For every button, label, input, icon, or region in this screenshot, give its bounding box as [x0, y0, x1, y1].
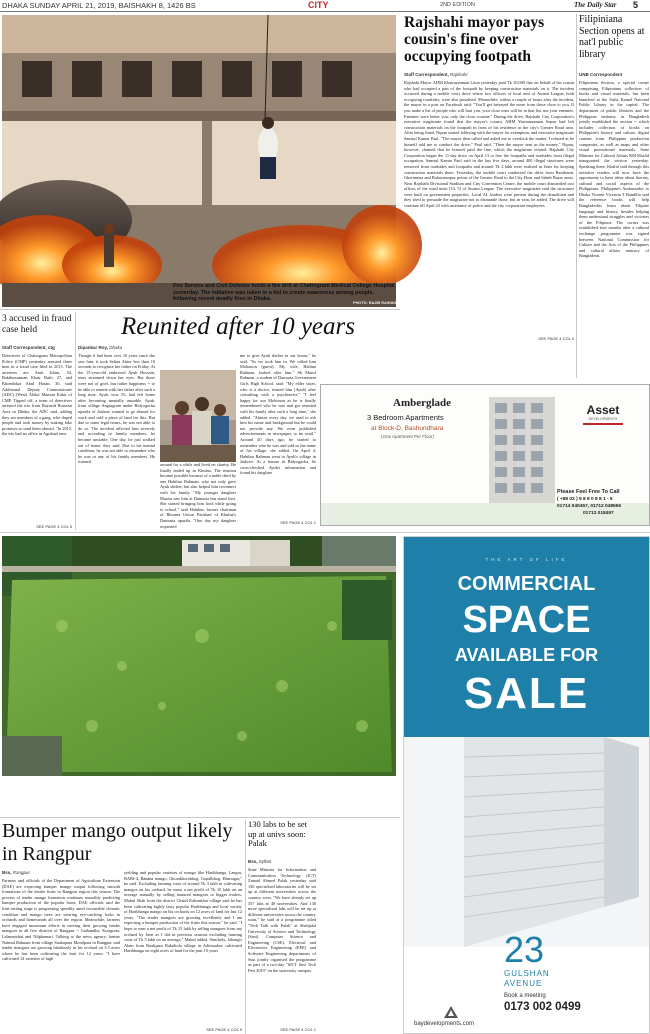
reunited-byline-name: Dipankar Roy, [78, 345, 108, 350]
commercial-ad-line1: COMMERCIAL [457, 573, 596, 595]
commercial-ad-tower [404, 737, 649, 947]
mango-byline [2, 870, 122, 876]
amberglade-cta: Please Feel Free To Call [557, 489, 620, 495]
section-rule [0, 309, 400, 310]
masthead [0, 0, 650, 12]
amberglade-phone2: 01714 040457, 01712 048556 [557, 504, 622, 509]
commercial-ad-banner [404, 537, 649, 737]
mango-headline: Bumper mango output likely in Rangpur [2, 820, 233, 865]
pond-image [2, 536, 396, 776]
reunited-col3: me to give Ayub shelter in our house," he said. "So we took him in. We called him Mohonon (guest). My wife, Halima Rahman, looked after him." Sk Maruf Rahman, a student of Dumuria Government Girls High School, said: "My elder sister, who is a doctor, treated him [Ayub] after consulting with a psychiatrist." "I feel happy for our Mohonon as he is finally remembered who he was and got reunited with his family after such a long time," she added. "Almost every day, we used to ask him his name and background but he could not provide any. We even published advertisements in newspaper, to no avail." Around 20 days ago, he started to remember who he was and told us the name of his village, she added. On April 4, Habibur Rahman went to Ayub's village in Jashore. At a bazaar in Bidyogacha, he cross-checked Ayub's information and found his daughter [240, 353, 316, 476]
reunited-headline: Reunited after 10 years [121, 313, 355, 340]
commercial-ad-phone: 0173 002 0499 [504, 1001, 581, 1013]
section-title: CITY [308, 0, 329, 10]
palak-jump: SEE PAGE 4 COL 1 [280, 1027, 316, 1032]
rajshahi-byline-name: Staff Correspondent, [404, 72, 449, 77]
bay-logo-icon [444, 1005, 458, 1017]
pond-caption [2, 780, 396, 808]
commercial-ad-line4: SALE [463, 669, 590, 718]
amberglade-line1: 3 Bedroom Apartments [367, 413, 444, 422]
edition-date: DHAKA SUNDAY APRIL 21, 2019, BAISHAKH 8, 1426 BS [2, 1, 196, 10]
commercial-ad-street2: AVENUE [504, 979, 543, 988]
commercial-ad-website: baydevelopments.com [414, 1021, 475, 1027]
rajshahi-byline-place: Rajshahi [450, 72, 468, 77]
fraud-body: Detectives of Chattogram Metropolitan Police (CMP) yesterday arrested three men in a fraud case filed in 2015. The arrestees are Amit Islam, 34, Bakibuzzaman Khair Rubi, 27, and Khondokar Abul Hasan, 30, said Additional Deputy Commissioner (ADC) (West) Abdul Mamun Kabir of CMP. Tipped off, a team of detectives arrested the trio from Bayazid Bostami Area in Dhaka, the ADC said, adding they are members of a gang, who duped people and took money by staking fake promises to send them abroad. "In 2015, the trio had an office in Agrabad area. [2, 353, 72, 437]
section-rule [0, 817, 400, 818]
commercial-ad-tagline: THE ART OF LIFE [485, 557, 568, 562]
commercial-ad-number: 23 [504, 929, 545, 970]
section-rule [0, 532, 650, 533]
page-number: 5 [633, 0, 639, 10]
amberglade-phone3: 01713 018497 [583, 511, 614, 516]
mango-byline-name: Bss, [2, 870, 12, 875]
rajshahi-headline: Rajshahi mayor pays cousin's fine over occupying footpath [404, 14, 545, 65]
column-rule [75, 312, 76, 530]
fire-drill-caption: Fire Service and Civil Defence holds a fire drill at Chattogram Medical College Hospital yesterday. The initiative was taken in a bid to create awareness among people, following recent deadly fires in Dhaka. [173, 283, 395, 303]
fire-drill-image [2, 15, 396, 307]
commercial-ad-line3: AVAILABLE FOR [454, 645, 599, 665]
amberglade-brand: Amberglade [393, 397, 452, 409]
fire-drill-photo-credit: PHOTO: RAJIB RAIHAN [353, 301, 396, 305]
palak-byline-name: Bss, [248, 859, 258, 864]
amberglade-line3: (One Apartment Per Floor) [381, 434, 435, 439]
rajshahi-body: Rajshahi Mayor AHM Khairuzzaman Liton yesterday paid Tk 10,000 fine on behalf of his cousin who had occupied a part of the footpath by keeping construction materials on it. The incident occurred during a mobile court drive where two officers of local unit of Awami League, both occupying roadsides, were also penalised. Meanwhile, within a couple of hours after the incident, the mayor in a post on Facebook said: "You'll get betrayed the more from those close to you. If you make a list of people who will hurt you, your close ones will be in that list, not your enemies. Enemies were better you; only the close cousins." During the drive, Rajshahi City Corporation's executive magistrate found that the mayor's cousin, AHM Yasinuzzaman Sepon had left construction materials on the footpath in front of his residence in the city's Greater Road area. After being fined, Nipun started lobbying with the mayor for exemption, and executive magistrate Samsul Kamar Paul. "The mayor then called and asked me to overlook the matter. I refused as he himself told me to conduct the drive," Paul said. "Then the mayor sent us the money." Nipun, however, claimed that he himself paid the fine, which the magistrate refuted. Rajshahi City Corporation began the 11-day drive on April 13 to free the footpaths and roadsides from illegal occupation. Samsul Kamar Paul said in the last five days, around 400 illegal structures were removed from roadsides and footpaths and around Tk 2 lakh were realised as fines for keeping construction materials there. Yesterday, the mobile court conducted the drive from Ranibazar, Ghoramara and Bohoramopur points of the Greater Road to the City Hour and Saheb Bazar areas. Near Rajshahi Divisional Stadium and City Convention Centre, the mobile court dismantled two offices of the ward units [14, 5] of Awami League. The executive magistrate said the structures were built on government properties. Local AL leaders were present during the demolition and they tried to persuade the magistrate not to dismantle those, but in vain, he added. The drive will continue till April 23 with assistance of police and the city corporation employees. [404, 80, 574, 209]
palak-headline: 130 labs to be set up at univs soon: Palak [248, 819, 308, 848]
rajshahi-byline [404, 72, 574, 78]
commercial-ad-book: Book a meeting [504, 993, 546, 999]
amberglade-phone1: ( +88 02 ) 9 8 8 0 8 8 1 - 5 [557, 497, 613, 502]
fraud-byline: Staff Correspondent, ctg [2, 345, 55, 350]
reunited-jump: SEE PAGE 4 COL 1 [280, 520, 316, 525]
pond-photo-credit [320, 810, 396, 816]
reunited-byline-place: Dhaka [109, 345, 123, 350]
filipiniana-byline: UNB Correspondent [579, 72, 623, 77]
edition-label: 2ND EDITION [440, 2, 475, 8]
amberglade-line2: at Block-D, Bashundhara [371, 425, 444, 432]
commercial-space-ad [403, 536, 650, 1034]
column-rule [245, 820, 246, 1034]
commercial-ad-line2: SPACE [462, 599, 591, 641]
mango-col2: yielding and popular varieties of mango like Haribhanga, Langra, BARI-4, Banana mango, Ghorakhorabhog, Gopalbhog, Himsagar," he said. Excluding farming costs of around Tk 3 lakh in cultivating mangos on his orchard, he earns a net profit of Tk 10 lakh on an average annually by selling matured mangoes to bigger traders. Mabul Shah from the district Chand Kalinakhai village said he has been cultivating highly tasty popular Haribhanga and local variety of Haribhanga mango on his orchards on 12 acres of land for last 12 years. "The tender mangoes are growing excellently and I am expecting a bumper production of the fruits this season," he said. "I hope to earn a net profit of Tk 15 lakh by selling mangoes from my orchard by June as I did in previous seasons excluding farming costs of Tk 5 lakh on an average," Mabul added. Similarly, Jahangir Alam from Boalipara Bakultola village in Aditmarbor cultivated Haribhanga on eight acres of land for the past 10 years [124, 870, 242, 954]
mango-byline-place: Rangpur [12, 870, 31, 875]
fire-drill-photo [2, 15, 396, 307]
reunited-col1: Though it had been over 10 years since she saw him, it took Selina Akter less than 10 seconds to recognise her father on Friday. At the 15-year-old embraced Ayub Hossain, tears streamed down her eyes. But those were not of grief, but rather happiness -- to be able to reunite with her father after such a long time. Ayub, now 55, had left home after becoming mentally unstable. Ayub, from village Angurgram under Bidyogacha upazila of Jashore wanted to go abroad for work and sold a piece of land for this. But due to some legal issues, he was not able to do so. The incident affected him severely and according to family members, he became unstable. One day, he just walked out of home, they said. Due to his mental condition, he was not able to remember who he was or any of his family members. He roamed [78, 353, 155, 465]
palak-byline [248, 859, 316, 865]
palak-body: State Minister for Information and Communication Technology (ICT) Zunaid Ahmed Palak yesterday said 130 specialised laboratories will be set up at different universities across the country soon. "We have already set up 357 labs at 40 universities. And 130 more specialised labs will be set up at different universities across the country soon," he said at a programme titled "Tech Talk with Palak" at Shahjalal University of Science and Technology (Sust). Computer Science and Engineering (CSE), Electrical and Electronics Engineering (EEE) and Software Engineering departments of Sust jointly organised the programme as part of a two-day "SICT Sust Tech Fest 2019" on the university campus. [248, 867, 316, 973]
paper-name: The Daily Star [574, 1, 617, 9]
rajshahi-jump: SEE PAGE 4 COL 3 [538, 336, 574, 341]
fraud-jump: SEE PAGE 4 COL 5 [36, 524, 72, 529]
filipiniana-body: Filipiniana Section, a special corner comprising Filipiniana collection of books and visual materials, has been launched at the Sufia Kamal National Public Library in the capital. The department of public libraries and the Philippine embassy in Bangladesh jointly established the section -- which includes collection of books on Philippine's history and culture, digital content from Philippine production companies, as well as maps and other visual promotional materials. State Minister for Cultural Affairs KM Khalid inaugurated the section yesterday. Speaking there, Khalid said through this initiative readers will now have the opportunity to have ideas about literary, cultural and social aspects of the Philippines. Philippines Ambassador to Dhaka Vicente Vivencio T Bandillo said the reference books will help Bangladeshis learn about Filipino language and history, besides helping them understand struggles and victories of the Filipinos. The corner was established four months after a cultural exchange programme was signed between National Commission for Culture and the Arts of the Philippines and cultural affairs ministry of Bangladesh. [579, 80, 649, 259]
fraud-headline: 3 accused in fraud case held [2, 314, 72, 335]
asset-logo-sub: DEVELOPMENTS [588, 417, 618, 421]
filipiniana-headline: Filipiniana Section opens at nat'l public library [579, 14, 645, 60]
asset-logo [583, 403, 623, 425]
mango-jump: SEE PAGE 4 COL 5 [206, 1027, 242, 1032]
pond-photo [2, 536, 396, 776]
palak-byline-place: Sylhet [258, 859, 272, 864]
commercial-ad-street1: GULSHAN [504, 969, 550, 978]
tower-image [404, 737, 649, 947]
mango-col1: Farmers and officials of the Department of Agriculture Extension (DAE) are expecting bumper mango output following smooth formations of the tender fruits in Rangpur region this season. The process of tender mango formation continues smoothly predicting bumper production of the popular fruits. DAE officials said the fruit-setting stage is progressing speedily amid favourable climatic condition and mango trees are wearing eye-catching looks in orchards and homesteads all over the region. Meanwhile, farmers have engaged maximum efforts in moving their growing tender mangoes in all five districts of Rangpur -- Gaibandha, Kurigram, Lalmonirhat and Nilphamari. Talking to the news agency, farmer Naimul Rahman from village Saukapara Mondpara in Rangpur said tender mangoes are growing fabulously in his orchard on 3.5 acres where he has been cultivating the fruit for 12 years. "I have cultivated 14 varieties of high [2, 878, 120, 962]
amberglade-ad [320, 384, 650, 526]
asset-logo-text: Asset [586, 403, 620, 417]
column-rule [576, 14, 577, 378]
reunited-col2: around for a while and lived on charity. He finally ended up in Khulna. The reunion became possible because of a noble deed by one Habibur Rahman, who not only gave Ayub shelter, but also helped him reconnect with his family. "My younger daughter Marzia saw him at Dumuria bus stand first. She started bringing him food while going to school," said Habibur, former chairman of Bhomra Union Parishad of Khulna's Dumuria upazila. "One day my daughter requested [160, 462, 236, 529]
